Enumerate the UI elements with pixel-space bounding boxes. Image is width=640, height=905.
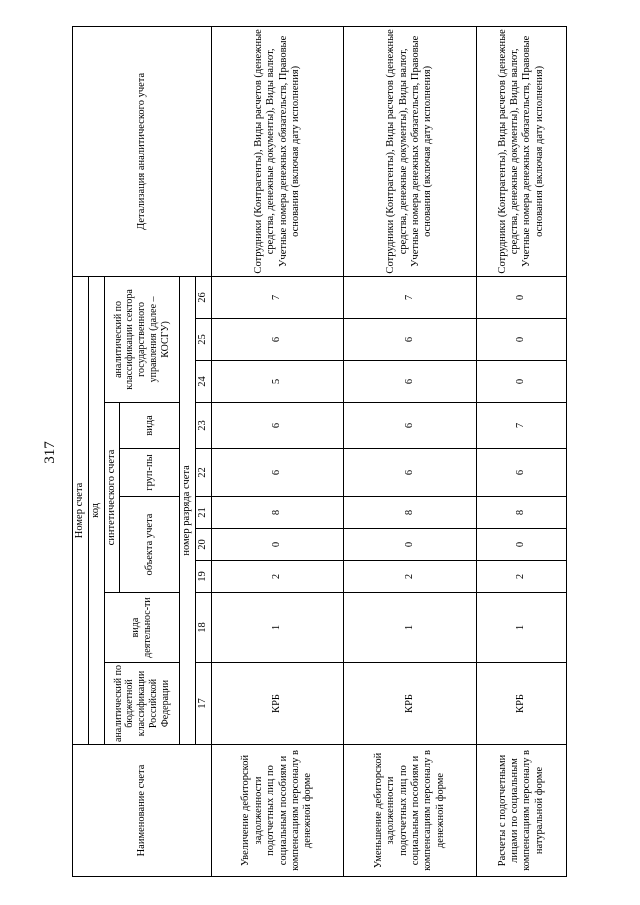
row-c22: 6 — [344, 449, 477, 497]
header-account-name: Наименование счета — [73, 745, 212, 877]
row-c20: 0 — [476, 529, 566, 561]
col-num-18: 18 — [195, 593, 211, 663]
row-c18: 1 — [476, 593, 566, 663]
header-row-1 — [73, 26, 89, 876]
col-num-21: 21 — [195, 497, 211, 529]
header-activity-type: вида деятельнос-ти — [105, 593, 180, 663]
accounts-table — [72, 26, 567, 877]
row-c24: 0 — [476, 361, 566, 403]
row-c21: 8 — [344, 497, 477, 529]
row-c18: 1 — [211, 593, 344, 663]
header-analytics: Детализация аналитического учета — [73, 26, 212, 276]
row-c23: 6 — [211, 403, 344, 449]
row-account-name: Увеличение дебиторской задолженности подотчетных лиц по социальным пособиям и компенсациям персоналу в денежной форме — [211, 745, 344, 877]
row-c19: 2 — [211, 561, 344, 593]
row-c22: 6 — [476, 449, 566, 497]
row-c19: 2 — [344, 561, 477, 593]
table-row — [344, 26, 477, 876]
header-budget-class: аналитический по бюджетной классификации Российской Федерации — [105, 663, 180, 745]
col-num-23: 23 — [195, 403, 211, 449]
row-c26: 0 — [476, 276, 566, 318]
row-c25: 0 — [476, 319, 566, 361]
row-c25: 6 — [344, 319, 477, 361]
row-account-name: Расчеты с подотчетными лицами по социальным компенсациям персоналу в натуральной форме — [476, 745, 566, 877]
page-number-text: 317 — [41, 441, 58, 464]
col-num-24: 24 — [195, 361, 211, 403]
table-row — [211, 26, 344, 876]
row-c17: КРБ — [344, 663, 477, 745]
rotated-table-wrapper — [72, 27, 567, 877]
row-c17: КРБ — [476, 663, 566, 745]
row-c23: 6 — [344, 403, 477, 449]
header-digit-number: номер разряда счета — [180, 276, 195, 744]
page-number — [40, 0, 60, 905]
row-account-name: Уменьшение дебиторской задолженности подотчетных лиц по социальным пособиям и компенсациям персоналу в денежной форме — [344, 745, 477, 877]
row-c18: 1 — [344, 593, 477, 663]
row-c19: 2 — [476, 561, 566, 593]
header-object: объекта учета — [120, 497, 180, 593]
col-num-25: 25 — [195, 319, 211, 361]
row-detail: Сотрудники (Контрагенты), Виды расчетов (денежные средства, денежные документы), Виды валют, Учетные номера денежных обязательств, Правовые основания (включая дату исполнения) — [344, 26, 477, 276]
row-c26: 7 — [344, 276, 477, 318]
header-group: груп-пы — [120, 449, 180, 497]
table-row — [476, 26, 566, 876]
col-num-17: 17 — [195, 663, 211, 745]
header-kosgu: аналитический по классификации сектора государственного управления (далее – КОСГУ) — [105, 276, 180, 402]
row-c24: 6 — [344, 361, 477, 403]
row-c22: 6 — [211, 449, 344, 497]
col-num-19: 19 — [195, 561, 211, 593]
row-c26: 7 — [211, 276, 344, 318]
row-c21: 8 — [476, 497, 566, 529]
header-synthetic: синтетического счета — [105, 403, 120, 593]
header-account-number: Номер счета — [73, 276, 89, 744]
col-num-20: 20 — [195, 529, 211, 561]
row-c24: 5 — [211, 361, 344, 403]
col-num-26: 26 — [195, 276, 211, 318]
row-c21: 8 — [211, 497, 344, 529]
row-c17: КРБ — [211, 663, 344, 745]
row-c20: 0 — [344, 529, 477, 561]
row-c25: 6 — [211, 319, 344, 361]
col-num-22: 22 — [195, 449, 211, 497]
header-kind: вида — [120, 403, 180, 449]
row-detail: Сотрудники (Контрагенты), Виды расчетов (денежные средства, денежные документы), Виды валют, Учетные номера денежных обязательств, Правовые основания (включая дату исполнения) — [476, 26, 566, 276]
row-c23: 7 — [476, 403, 566, 449]
row-c20: 0 — [211, 529, 344, 561]
row-detail: Сотрудники (Контрагенты), Виды расчетов (денежные средства, денежные документы), Виды валют, Учетные номера денежных обязательств, Правовые основания (включая дату исполнения) — [211, 26, 344, 276]
header-code: код — [89, 276, 105, 744]
